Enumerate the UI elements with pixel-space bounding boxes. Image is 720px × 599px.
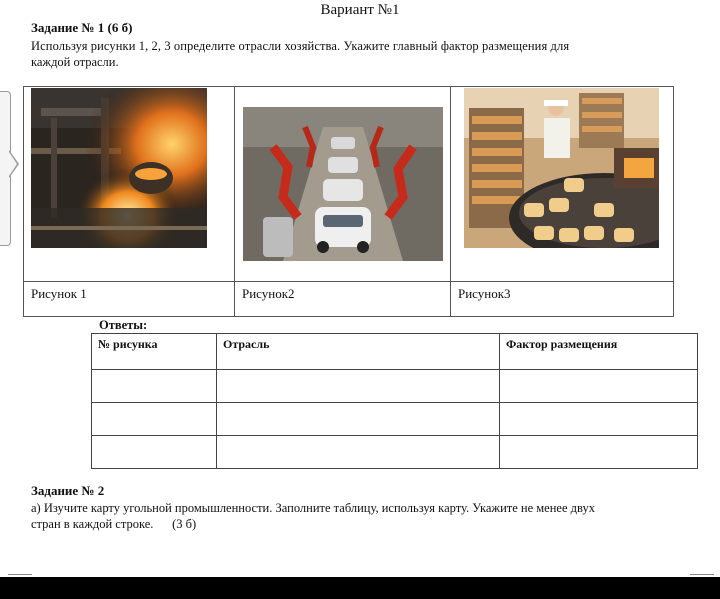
steel-mill-photo <box>31 88 207 248</box>
answers-row <box>92 403 698 436</box>
answers-table <box>91 333 698 469</box>
answers-row <box>92 436 698 469</box>
picture-caption-2: Рисунок2 <box>235 282 451 317</box>
pictures-table <box>23 86 674 317</box>
picture-cell-1 <box>24 87 235 282</box>
task2-heading: Задание № 2 <box>31 483 105 498</box>
picture-cell-3 <box>451 87 674 282</box>
answer-cell[interactable] <box>217 436 500 469</box>
answer-cell[interactable] <box>92 436 217 469</box>
task1-instruction-line2: каждой отрасли. <box>31 55 119 69</box>
answer-cell[interactable] <box>500 370 698 403</box>
picture-cell-2 <box>235 87 451 282</box>
answers-header-location-factor: Фактор размещения <box>500 334 698 370</box>
task1-instruction-line1: Используя рисунки 1, 2, 3 определите отрасли хозяйства. Укажите главный фактор размещения для <box>31 39 570 53</box>
answer-cell[interactable] <box>500 436 698 469</box>
task2-line1: а) Изучите карту угольной промышленности. Заполните таблицу, используя карту. Укажите не менее двух <box>31 501 595 515</box>
answers-header-industry: Отрасль <box>217 334 500 370</box>
answer-cell[interactable] <box>92 403 217 436</box>
task1-heading: Задание № 1 (6 б) <box>31 20 133 35</box>
car-assembly-line-photo <box>243 107 443 261</box>
footer-rule-right <box>690 574 714 575</box>
footer-rule-left <box>8 574 32 575</box>
task2-line2: стран в каждой строке. (3 б) <box>31 517 197 531</box>
answers-row <box>92 370 698 403</box>
variant-title: Вариант №1 <box>320 2 400 18</box>
answers-label: Ответы: <box>99 318 148 332</box>
answer-cell[interactable] <box>217 370 500 403</box>
picture-caption-1: Рисунок 1 <box>24 282 235 317</box>
answer-cell[interactable] <box>500 403 698 436</box>
bottom-bar <box>0 577 720 599</box>
expand-arrow-inner <box>9 152 17 176</box>
bakery-photo <box>464 88 659 248</box>
answers-header-picture-no: № рисунка <box>92 334 217 370</box>
picture-caption-3: Рисунок3 <box>451 282 674 317</box>
answer-cell[interactable] <box>92 370 217 403</box>
answer-cell[interactable] <box>217 403 500 436</box>
